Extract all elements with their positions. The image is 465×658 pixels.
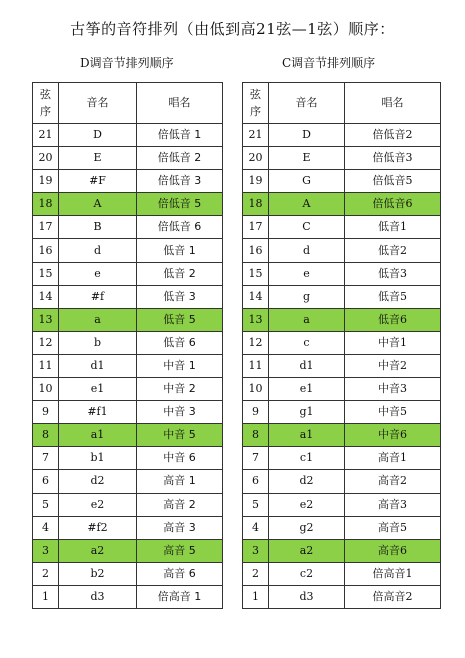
note-name-cell: a (269, 308, 345, 331)
table-row (243, 170, 441, 193)
note-name-cell: B (59, 216, 137, 239)
c-key-table (242, 82, 441, 609)
string-number-cell: 19 (243, 170, 269, 193)
table-row (243, 516, 441, 539)
string-number-cell: 21 (33, 124, 59, 147)
table-row (33, 354, 223, 377)
string-number-cell: 2 (33, 562, 59, 585)
note-name-cell: c (269, 331, 345, 354)
solfege-cell: 低音1 (345, 216, 441, 239)
string-number-cell: 11 (33, 354, 59, 377)
solfege-cell: 倍低音 1 (137, 124, 223, 147)
string-number-cell: 16 (243, 239, 269, 262)
table-row (243, 378, 441, 401)
table-row (33, 170, 223, 193)
solfege-cell: 低音 6 (137, 331, 223, 354)
header-seq-line2: 序 (250, 105, 261, 118)
table-row (33, 331, 223, 354)
table-row (243, 308, 441, 331)
note-name-cell: g2 (269, 516, 345, 539)
note-name-cell: c1 (269, 447, 345, 470)
solfege-cell: 倍低音 5 (137, 193, 223, 216)
note-name-cell: G (269, 170, 345, 193)
string-number-cell: 3 (33, 539, 59, 562)
string-number-cell: 19 (33, 170, 59, 193)
solfege-cell: 中音 6 (137, 447, 223, 470)
string-number-cell: 6 (243, 470, 269, 493)
table-row (33, 401, 223, 424)
header-solfege: 唱名 (137, 83, 223, 124)
string-number-cell: 20 (33, 147, 59, 170)
note-name-cell: d2 (269, 470, 345, 493)
solfege-cell: 中音1 (345, 331, 441, 354)
note-name-cell: #f2 (59, 516, 137, 539)
table-row (243, 285, 441, 308)
solfege-cell: 低音 2 (137, 262, 223, 285)
solfege-cell: 倍高音 1 (137, 585, 223, 608)
string-number-cell: 3 (243, 539, 269, 562)
table-row (33, 216, 223, 239)
note-name-cell: c2 (269, 562, 345, 585)
table-row (33, 470, 223, 493)
string-number-cell: 16 (33, 239, 59, 262)
note-name-cell: d3 (269, 585, 345, 608)
solfege-cell: 高音3 (345, 493, 441, 516)
solfege-cell: 倍高音1 (345, 562, 441, 585)
string-number-cell: 9 (243, 401, 269, 424)
string-number-cell: 17 (33, 216, 59, 239)
note-name-cell: e2 (269, 493, 345, 516)
note-name-cell: g1 (269, 401, 345, 424)
note-name-cell: b (59, 331, 137, 354)
table-row (33, 493, 223, 516)
string-number-cell: 18 (33, 193, 59, 216)
header-seq-line2: 序 (40, 105, 51, 118)
table-row (33, 516, 223, 539)
solfege-cell: 低音 3 (137, 285, 223, 308)
note-name-cell: e1 (269, 378, 345, 401)
note-name-cell: d1 (59, 354, 137, 377)
string-number-cell: 13 (33, 308, 59, 331)
table-row (33, 585, 223, 608)
solfege-cell: 中音 1 (137, 354, 223, 377)
header-seq-line1: 弦 (40, 88, 51, 101)
note-name-cell: d2 (59, 470, 137, 493)
solfege-cell: 倍低音 2 (137, 147, 223, 170)
string-number-cell: 7 (33, 447, 59, 470)
note-name-cell: b1 (59, 447, 137, 470)
string-number-cell: 13 (243, 308, 269, 331)
table-row (243, 539, 441, 562)
string-number-cell: 12 (243, 331, 269, 354)
table-row (243, 447, 441, 470)
header-note-name: 音名 (269, 83, 345, 124)
string-number-cell: 1 (243, 585, 269, 608)
solfege-cell: 高音2 (345, 470, 441, 493)
table-row (33, 239, 223, 262)
table-row (33, 285, 223, 308)
note-name-cell: a1 (269, 424, 345, 447)
note-name-cell: A (269, 193, 345, 216)
table-row (243, 216, 441, 239)
string-number-cell: 9 (33, 401, 59, 424)
string-number-cell: 4 (243, 516, 269, 539)
string-number-cell: 8 (33, 424, 59, 447)
solfege-cell: 低音3 (345, 262, 441, 285)
note-name-cell: a1 (59, 424, 137, 447)
table-row (33, 424, 223, 447)
table-row (33, 147, 223, 170)
note-name-cell: b2 (59, 562, 137, 585)
table-header-row (33, 83, 223, 124)
string-number-cell: 6 (33, 470, 59, 493)
note-name-cell: E (269, 147, 345, 170)
table-row (243, 354, 441, 377)
page-title: 古筝的音符排列（由低到高21弦—1弦）顺序： (70, 20, 395, 38)
table-row (243, 262, 441, 285)
string-number-cell: 14 (243, 285, 269, 308)
note-name-cell: A (59, 193, 137, 216)
note-name-cell: C (269, 216, 345, 239)
solfege-cell: 高音 2 (137, 493, 223, 516)
table-row (33, 447, 223, 470)
solfege-cell: 低音 5 (137, 308, 223, 331)
solfege-cell: 中音6 (345, 424, 441, 447)
d-key-table (32, 82, 223, 609)
table-row (243, 239, 441, 262)
string-number-cell: 10 (33, 378, 59, 401)
note-name-cell: d (59, 239, 137, 262)
solfege-cell: 倍高音2 (345, 585, 441, 608)
solfege-cell: 高音5 (345, 516, 441, 539)
solfege-cell: 中音5 (345, 401, 441, 424)
string-number-cell: 5 (243, 493, 269, 516)
table-row (243, 585, 441, 608)
solfege-cell: 中音2 (345, 354, 441, 377)
note-name-cell: e1 (59, 378, 137, 401)
table-row (243, 147, 441, 170)
solfege-cell: 低音5 (345, 285, 441, 308)
solfege-cell: 倍低音 6 (137, 216, 223, 239)
note-name-cell: a2 (269, 539, 345, 562)
c-key-caption: C调音节排列顺序 (282, 56, 376, 70)
header-seq-line1: 弦 (250, 88, 261, 101)
header-solfege: 唱名 (345, 83, 441, 124)
table-row (33, 124, 223, 147)
solfege-cell: 低音6 (345, 308, 441, 331)
note-name-cell: e2 (59, 493, 137, 516)
table-row (33, 562, 223, 585)
string-number-cell: 10 (243, 378, 269, 401)
note-name-cell: d1 (269, 354, 345, 377)
header-note-name: 音名 (59, 83, 137, 124)
string-number-cell: 1 (33, 585, 59, 608)
header-string-number (243, 83, 269, 124)
solfege-cell: 低音 1 (137, 239, 223, 262)
string-number-cell: 8 (243, 424, 269, 447)
table-row (33, 308, 223, 331)
note-name-cell: #f1 (59, 401, 137, 424)
table-row (33, 193, 223, 216)
string-number-cell: 7 (243, 447, 269, 470)
solfege-cell: 倍低音 3 (137, 170, 223, 193)
note-name-cell: a2 (59, 539, 137, 562)
table-row (243, 424, 441, 447)
note-name-cell: D (59, 124, 137, 147)
note-name-cell: d (269, 239, 345, 262)
string-number-cell: 4 (33, 516, 59, 539)
note-name-cell: #F (59, 170, 137, 193)
header-string-number (33, 83, 59, 124)
table-row (243, 193, 441, 216)
table-row (243, 331, 441, 354)
string-number-cell: 15 (33, 262, 59, 285)
solfege-cell: 倍低音3 (345, 147, 441, 170)
solfege-cell: 中音 5 (137, 424, 223, 447)
string-number-cell: 2 (243, 562, 269, 585)
string-number-cell: 5 (33, 493, 59, 516)
solfege-cell: 低音2 (345, 239, 441, 262)
string-number-cell: 21 (243, 124, 269, 147)
solfege-cell: 中音3 (345, 378, 441, 401)
table-header-row (243, 83, 441, 124)
d-key-caption: D调音节排列顺序 (80, 56, 174, 70)
solfege-cell: 倍低音6 (345, 193, 441, 216)
solfege-cell: 高音 5 (137, 539, 223, 562)
solfege-cell: 倍低音5 (345, 170, 441, 193)
solfege-cell: 高音 6 (137, 562, 223, 585)
table-row (33, 539, 223, 562)
solfege-cell: 高音 1 (137, 470, 223, 493)
solfege-cell: 高音 3 (137, 516, 223, 539)
note-name-cell: e (269, 262, 345, 285)
string-number-cell: 20 (243, 147, 269, 170)
solfege-cell: 高音6 (345, 539, 441, 562)
table-row (33, 262, 223, 285)
string-number-cell: 18 (243, 193, 269, 216)
note-name-cell: #f (59, 285, 137, 308)
table-row (243, 562, 441, 585)
string-number-cell: 15 (243, 262, 269, 285)
solfege-cell: 中音 2 (137, 378, 223, 401)
string-number-cell: 11 (243, 354, 269, 377)
note-name-cell: D (269, 124, 345, 147)
table-row (243, 493, 441, 516)
solfege-cell: 高音1 (345, 447, 441, 470)
note-name-cell: g (269, 285, 345, 308)
table-row (243, 401, 441, 424)
note-name-cell: E (59, 147, 137, 170)
table-row (243, 124, 441, 147)
note-name-cell: a (59, 308, 137, 331)
solfege-cell: 中音 3 (137, 401, 223, 424)
string-number-cell: 17 (243, 216, 269, 239)
note-name-cell: d3 (59, 585, 137, 608)
solfege-cell: 倍低音2 (345, 124, 441, 147)
string-number-cell: 14 (33, 285, 59, 308)
table-row (33, 378, 223, 401)
string-number-cell: 12 (33, 331, 59, 354)
table-row (243, 470, 441, 493)
note-name-cell: e (59, 262, 137, 285)
